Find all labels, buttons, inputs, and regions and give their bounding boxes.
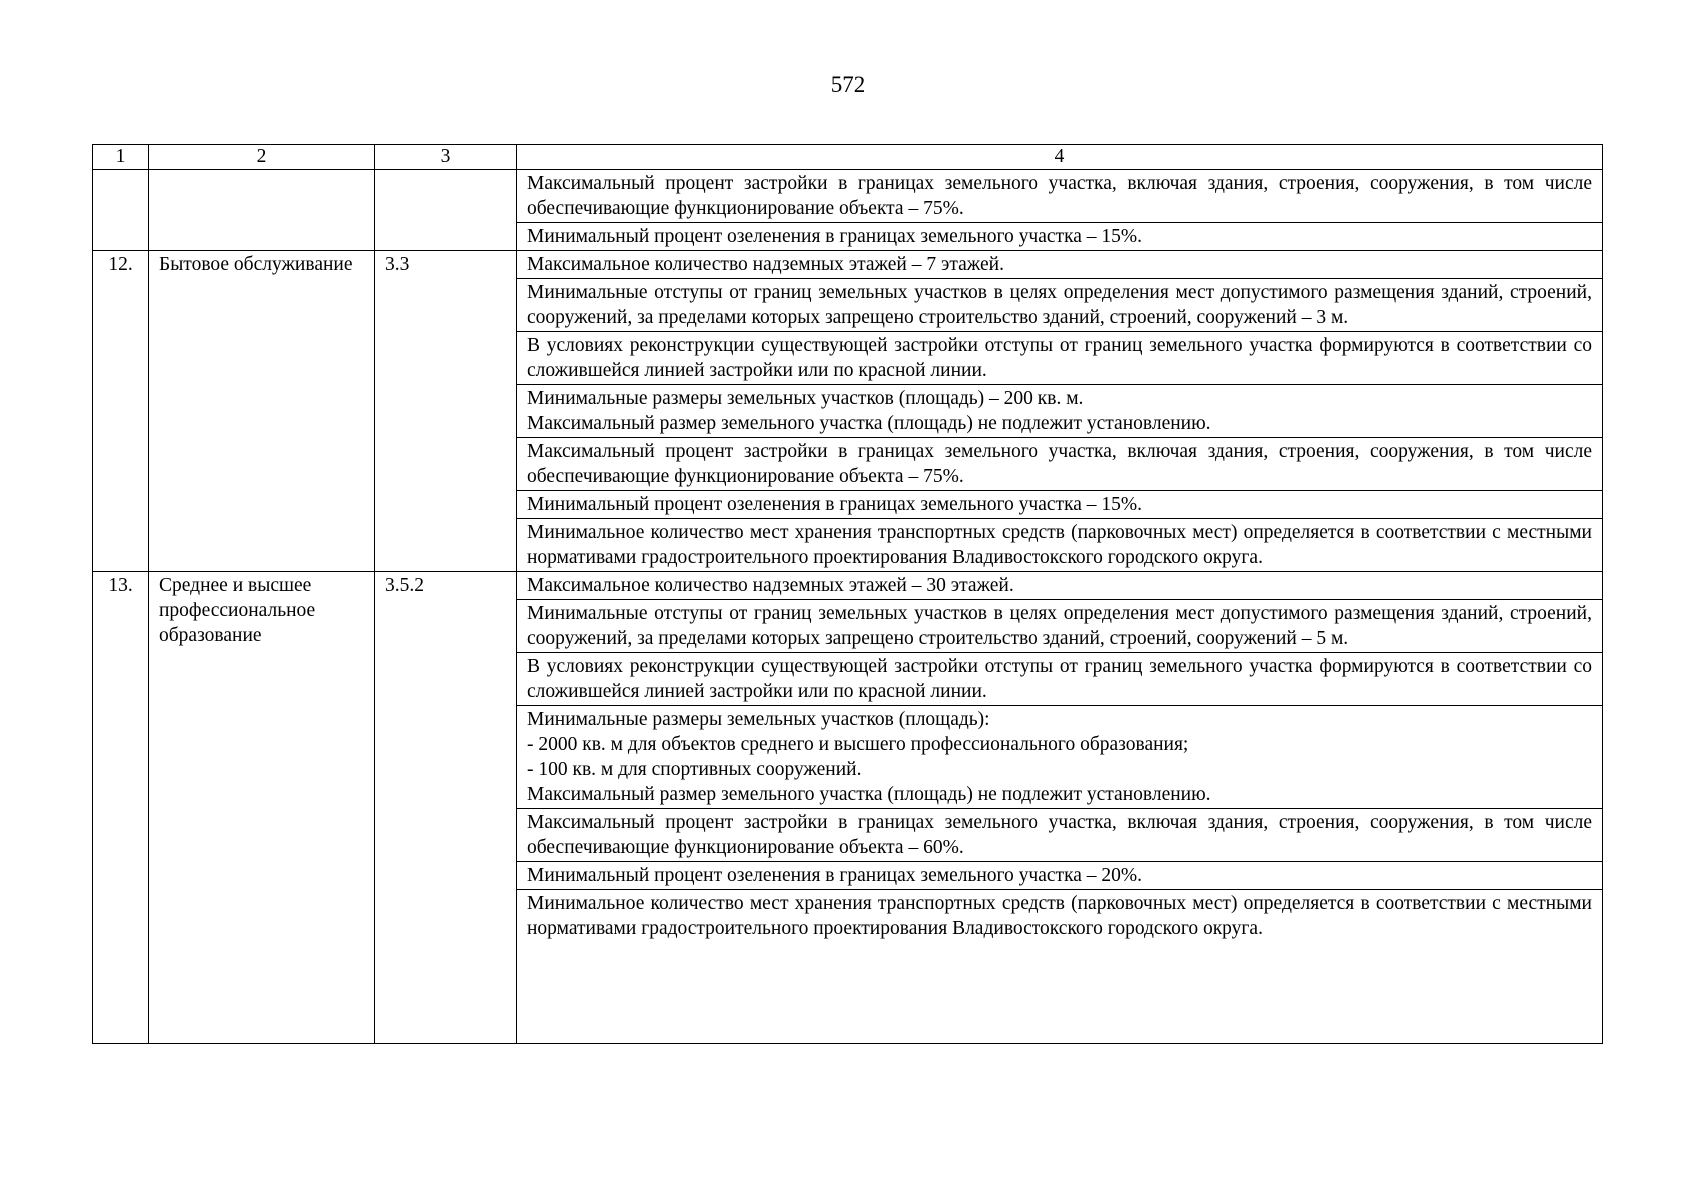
parameter-cell xyxy=(517,385,1603,438)
row-number-cell xyxy=(93,170,149,251)
parameter-cell xyxy=(517,279,1603,332)
parameter-cell xyxy=(517,438,1603,491)
parameter-cell xyxy=(517,251,1603,279)
parameter-line: Минимальные размеры земельных участков (площадь): xyxy=(527,709,990,730)
parameter-cell xyxy=(517,519,1603,572)
parameter-line: - 2000 кв. м для объектов среднего и высшего профессионального образования; xyxy=(527,734,1189,755)
page-number: 572 xyxy=(830,72,866,97)
parameter-line: Минимальный процент озеленения в границах земельного участка – 15%. xyxy=(527,494,1143,515)
parameter-cell xyxy=(517,862,1603,890)
parameter-cell xyxy=(517,223,1603,251)
parameter-cell xyxy=(517,706,1603,809)
use-code-cell: 3.3 xyxy=(375,251,517,572)
table-row xyxy=(93,170,1603,223)
parameter-cell xyxy=(517,653,1603,706)
header-cell: 3 xyxy=(375,145,517,170)
use-code-cell xyxy=(375,170,517,251)
parameter-cell xyxy=(517,809,1603,862)
use-name-cell: Бытовое обслуживание xyxy=(149,251,375,572)
parameter-line: Максимальный размер земельного участка (площадь) не подлежит установлению. xyxy=(527,413,1211,434)
parameter-line: - 100 кв. м для спортивных сооружений. xyxy=(527,759,862,780)
row-number-cell: 12. xyxy=(93,251,149,572)
parameter-line: Минимальные размеры земельных участков (площадь) – 200 кв. м. xyxy=(527,388,1084,409)
parameter-cell xyxy=(517,890,1603,1044)
use-code-cell: 3.5.2 xyxy=(375,572,517,1044)
parameter-line: Минимальные отступы от границ земельных участков в целях определения мест допустимого размещения зданий, строений, сооружений, за пределами которых запрещено строительство зданий, строений, сооружений – 3 м. xyxy=(527,282,1592,328)
parameter-cell xyxy=(517,491,1603,519)
parameter-line: Минимальное количество мест хранения транспортных средств (парковочных мест) определяется в соответствии с местными нормативами градостроительного проектирования Владивостокского городского округа. xyxy=(527,522,1592,568)
header-cell: 4 xyxy=(517,145,1603,170)
land-use-regulations-table xyxy=(92,144,1603,1044)
parameter-cell xyxy=(517,572,1603,600)
parameter-line: Максимальное количество надземных этажей – 7 этажей. xyxy=(527,254,1004,275)
table-row xyxy=(93,572,1603,600)
parameter-line: Максимальное количество надземных этажей – 30 этажей. xyxy=(527,575,1014,596)
parameter-line: В условиях реконструкции существующей застройки отступы от границ земельного участка формируются в соответствии со сложившейся линией застройки или по красной линии. xyxy=(527,656,1592,702)
parameter-cell xyxy=(517,332,1603,385)
row-number-cell: 13. xyxy=(93,572,149,1044)
parameter-line: Максимальный размер земельного участка (площадь) не подлежит установлению. xyxy=(527,784,1211,805)
parameter-line: Минимальное количество мест хранения транспортных средств (парковочных мест) определяется в соответствии с местными нормативами градостроительного проектирования Владивостокского городского округа. xyxy=(527,893,1592,939)
header-row xyxy=(93,145,1603,170)
header-cell: 2 xyxy=(149,145,375,170)
parameter-line: Минимальный процент озеленения в границах земельного участка – 15%. xyxy=(527,226,1143,247)
parameter-line: Минимальные отступы от границ земельных участков в целях определения мест допустимого размещения зданий, строений, сооружений, за пределами которых запрещено строительство зданий, строений, сооружений – 5 м. xyxy=(527,603,1592,649)
parameter-line: Минимальный процент озеленения в границах земельного участка – 20%. xyxy=(527,865,1143,886)
use-name-cell: Среднее и высшее профессиональное образование xyxy=(149,572,375,1044)
parameter-line: Максимальный процент застройки в границах земельного участка, включая здания, строения, сооружения, в том числе обеспечивающие функционирование объекта – 75%. xyxy=(527,441,1592,487)
header-cell: 1 xyxy=(93,145,149,170)
use-name-cell xyxy=(149,170,375,251)
parameter-line: В условиях реконструкции существующей застройки отступы от границ земельного участка формируются в соответствии со сложившейся линией застройки или по красной линии. xyxy=(527,335,1592,381)
table-row xyxy=(93,251,1603,279)
parameter-line: Максимальный процент застройки в границах земельного участка, включая здания, строения, сооружения, в том числе обеспечивающие функционирование объекта – 75%. xyxy=(527,173,1592,219)
table-body xyxy=(93,145,1603,1044)
parameter-line: Максимальный процент застройки в границах земельного участка, включая здания, строения, сооружения, в том числе обеспечивающие функционирование объекта – 60%. xyxy=(527,812,1592,858)
parameter-cell xyxy=(517,600,1603,653)
parameter-cell xyxy=(517,170,1603,223)
